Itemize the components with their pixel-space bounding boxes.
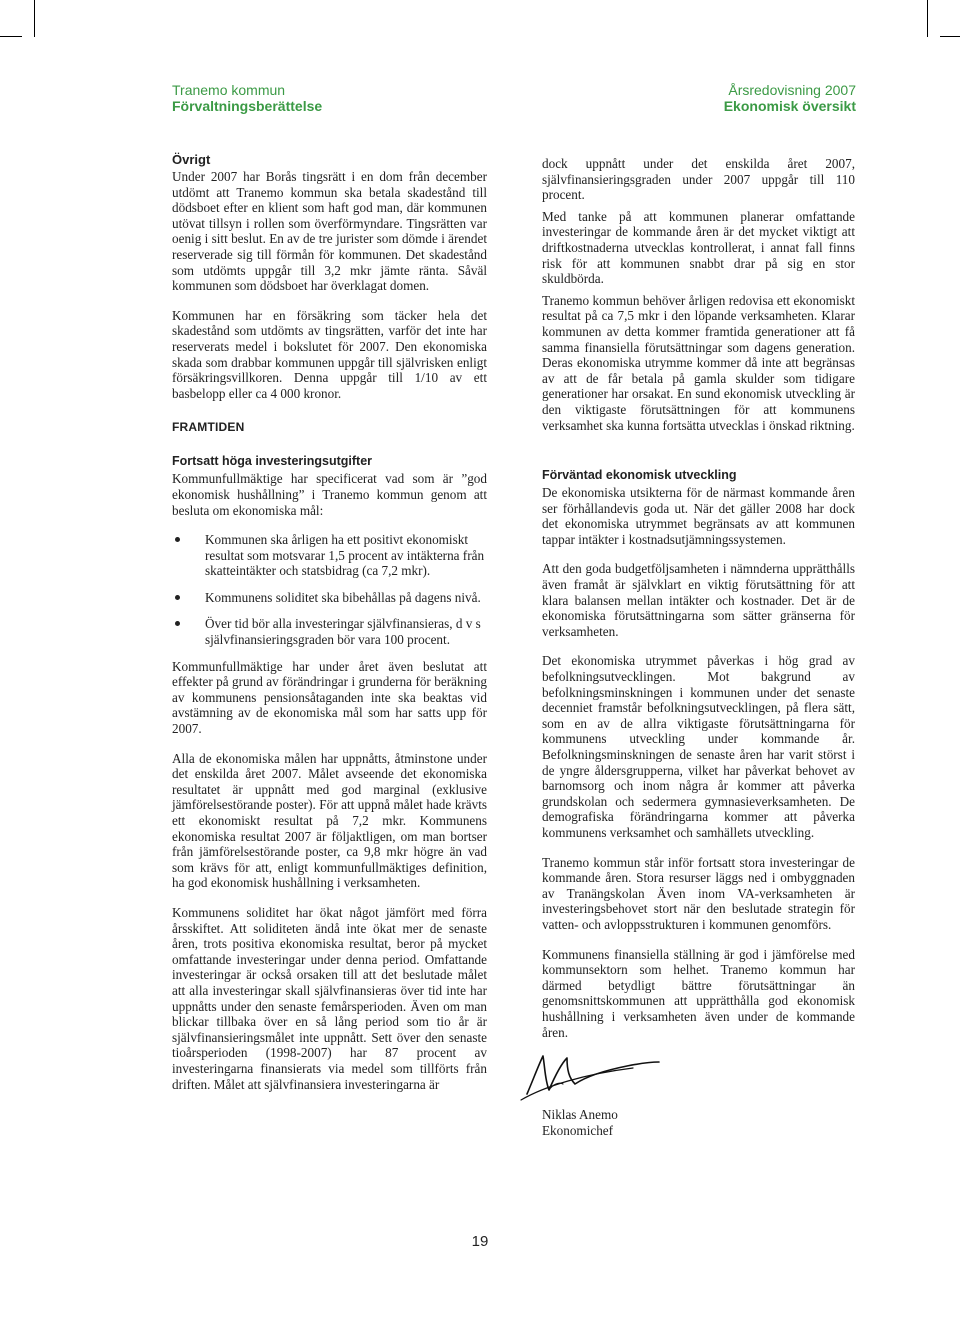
paragraph: Att den goda budgetföljsamheten i nämnderna upprätthålls även framåt är självklart en viktig förutsättning för att klara balansen mellan intäkter och kostnader. Det är de ekonomiska förutsättningarna som sätter gränserna för verksamheten. <box>542 561 855 639</box>
paragraph: Alla de ekonomiska målen har uppnåtts, åtminstone under det enskilda året 2007. Målet avseende det ekonomiska resultatet är uppnått med god marginal (exklusive jämförelsestörande poster). För att uppnå målet hade krävts ett ekonomiskt resultat på 7,2 mkr. Kommunens ekonomiska resultat 2007 är följaktligen, om man bortser från jämförelsestörande poster, ca 9,8 mkr högre än vad som krävs för att, enligt kommunfullmäktiges definition, ha god ekonomisk hushållning i verksamheten. <box>172 750 487 891</box>
signatory-name: Niklas Anemo <box>542 1107 618 1122</box>
paragraph: Kommunens finansiella ställning är god i jämförelse med kommunsektorn som helhet. Tranemo kommun har därmed betydligt bättre förutsättningar än genomsnittskommunen att upprätthålla god ekonomisk hushållning i verksamheten även under de kommande åren. <box>542 946 855 1040</box>
crop-mark-top-left <box>34 0 35 37</box>
header-section: Förvaltningsberättelse <box>172 98 323 114</box>
section-heading-ovrigt: Övrigt <box>172 152 211 167</box>
right-column <box>542 156 855 1054</box>
paragraph: Kommunen har en försäkring som täcker hela det skadestånd som utdömts av tingsrätten, varför det inte har reserverats medel i bokslutet för 2007. Den ekonomiska skada som drabbar kommunen uppgår till självrisken enligt försäkringsvillkoren. Denna uppgår till 1/10 av ett basbelopp eller ca 4 000 kronor. <box>172 307 487 401</box>
section-heading-framtiden: FRAMTIDEN <box>172 420 245 435</box>
paragraph: Det ekonomiska utrymmet påverkas i hög grad av befolkningsutvecklingen. Mot bakgrund av befolkningsminskningen i kommunen under det senaste decenniet framstår befolkningsutvecklingen, på flera sätt, som en av de allra viktigaste förutsättningarna för kommunens utveckling under kommande år. Befolkningsminskningen de senaste åren har varit störst i de yngre åldersgrupperna, vilket har påverkat behovet av barnomsorg och inom några år kommer att påverka grundskolan och sedermera gymnasieverksamheten. De demografiska förändringarna kommer att påverka kommunens verksamhet och samhällets utveckling. <box>542 653 855 840</box>
running-header-right <box>724 82 856 114</box>
header-chapter: Ekonomisk översikt <box>723 98 856 114</box>
paragraph: Kommunens soliditet har ökat något jämfört med förra årsskiftet. Att soliditeten ändå inte ökat mer de senaste åren, trots positiva ekonomiska resultat, beror på mycket omfattande investeringar under denna period. Omfattande investeringar är också orsaken till att det beslutade målet att alla investeringar skall självfinansieras över tid inte har uppnåtts under den senaste femårsperioden. Även om man blickar tillbaka över en så lång period som tio år är självfinansieringsmålet inte uppnått. Sett över den senaste tioårsperioden (1998-2007) har 87 procent av investeringarna finansierats via medel som tillförts från driften. Målet att självfinansiera investeringarna är <box>172 904 487 1092</box>
paragraph: Kommunfullmäktige har under året även beslutat att effekter på grund av förändringar i grunderna för beräkning av kommunens pensionsåtaganden inte ska beaktas vid avstämning av de ekonomiska mål som har satts upp för 2007. <box>172 658 487 737</box>
paragraph: Tranemo kommun behöver årligen redovisa ett ekonomiskt resultat på ca 7,5 mkr i den löpande verksamheten. Klarar kommunen av detta kommer framtida generationer att få samma finansiella förutsättningar som dagens generation. Deras ekonomiska utrymme kommer då inte att begränsas av att de får betala på gamla skulder som tidigare generationer har orsakat. En sund ekonomisk utveckling är den viktigaste förutsättningen för att kommunens verksamhet ska kunna fortsätta utvecklas i önskad riktning. <box>542 292 855 433</box>
left-column <box>172 152 487 1106</box>
signatory-title: Ekonomichef <box>542 1123 614 1138</box>
page-number: 19 <box>471 1233 489 1250</box>
signature-icon <box>515 1050 665 1102</box>
paragraph: Under 2007 har Borås tingsrätt i en dom från december utdömt att Tranemo kommun ska betala skadestånd till dödsboet efter en klient som haft god man, där kommunen utövat tillsyn i rollen som överförmyndare. Tingsrätten var oenig i sitt beslut. En av de tre jurister som dömde i ärendet reserverade sig till förmån för kommunen. Det skadestånd som utdömts uppgår till 3,2 mkr jämte ränta. Såväl kommunen som dödsboet har överklagat domen. <box>172 169 487 294</box>
goal-list-item: Kommunen ska årligen ha ett positivt ekonomiskt resultat som motsvarar 1,5 procent av intäkterna från skatteintäkter och statsbidrag (ca 7,2 mkr). <box>172 532 487 579</box>
goal-list-item: Kommunens soliditet ska bibehållas på dagens nivå. <box>172 590 487 606</box>
paragraph: Med tanke på att kommunen planerar omfattande investeringar de kommande åren är det mycket viktigt att driftkostnaderna utvecklas kontrollerat, i annat fall finns risk för att kommunen snabbt drar på sig en stor skuldbörda. <box>542 208 855 287</box>
goal-list-item: Över tid bör alla investeringar självfinansieras, d v s självfinansieringsgraden bör vara 100 procent. <box>172 616 487 647</box>
paragraph: Kommunfullmäktige har specificerat vad som är ”god ekonomisk hushållning” i Tranemo kommun genom att besluta om ekonomiska mål: <box>172 471 487 518</box>
goal-list <box>172 532 487 648</box>
header-municipality: Tranemo kommun <box>172 82 286 98</box>
paragraph: De ekonomiska utsikterna för de närmast kommande åren ser förhållandevis goda ut. När det gäller 2008 har dock det ekonomiska utrymmet begränsats av att kommunen tappar intäkter i kostnadsutjämningssystemen. <box>542 485 855 547</box>
header-report-title: Årsredovisning 2007 <box>728 82 856 98</box>
crop-mark-top-left-h <box>0 36 22 37</box>
paragraph: Tranemo kommun står inför fortsatt stora investeringar de kommande åren. Stora resurser läggs ned i ombyggnaden av Tranängskolan Även inom VA-verksamheten är investeringsbehovet stort när den beslutade strategin för vatten- och avloppsstrukturen i kommunen genomförs. <box>542 854 855 932</box>
subheading-investeringsutgifter: Fortsatt höga investeringsutgifter <box>172 454 373 469</box>
crop-mark-top-right <box>927 0 928 37</box>
crop-mark-top-right-h <box>940 36 960 37</box>
subheading-forvantad-utveckling: Förväntad ekonomisk utveckling <box>542 468 737 483</box>
paragraph: dock uppnått under det enskilda året 2007, självfinansieringsgraden under 2007 uppgår till 110 procent. <box>542 156 855 203</box>
running-header-left <box>172 82 322 114</box>
handwritten-signature <box>515 1050 665 1107</box>
signature-block <box>542 1107 618 1139</box>
